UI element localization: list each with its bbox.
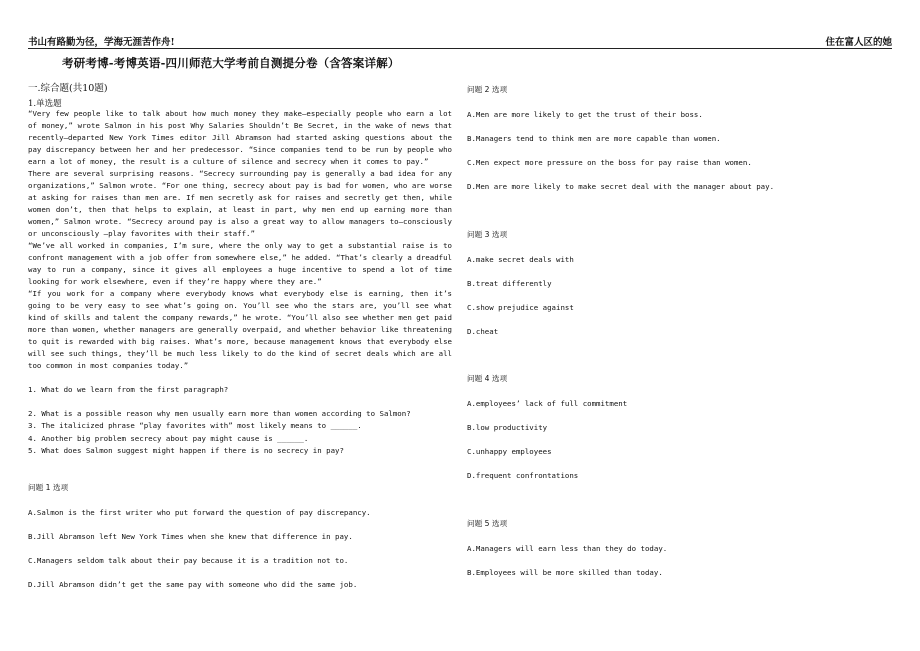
question-list [28,384,452,457]
q2-options [467,84,774,205]
option-c[interactable]: C.Managers seldom talk about their pay because it is a tradition not to. [28,556,349,565]
document-title: 考研考博-考博英语-四川师范大学考前自测提分卷（含答案详解） [62,56,400,70]
reading-passage [28,108,452,372]
option-c[interactable]: C.unhappy employees [467,447,552,456]
page-header [28,34,892,49]
option-b[interactable]: B.low productivity [467,423,548,432]
option-d[interactable]: D.Jill Abramson didn’t get the same pay with someone who did the same job. [28,580,358,589]
subsection-heading: 1.单选题 [28,99,62,109]
option-d[interactable]: D.Men are more likely to make secret deal with the manager about pay. [467,182,775,191]
option-b[interactable]: B.treat differently [467,279,552,288]
q1-heading: 问题 1 选项 [28,483,69,492]
passage-paragraph: “We’ve all worked in companies, I’m sure, where the only way to get a substantial raise is to confront management with a job offer from somewhere else,” he added. “That’s clearly a dreadful way to run a company, since it gives all employees a huge incentive to spend a lot of time looking for work elsewhere, even if they’re happy where they are.” [28,241,452,286]
q2-heading: 问题 2 选项 [467,85,508,94]
q5-options [467,518,667,591]
header-motto: 书山有路勤为径，学海无涯苦作舟! [28,37,175,48]
option-c[interactable]: C.show prejudice against [467,303,574,312]
option-d[interactable]: D.cheat [467,327,499,336]
question-item: 4. Another big problem secrecy about pay might cause is ______. [28,433,309,443]
q3-options [467,229,574,350]
passage-paragraph: There are several surprising reasons. “Secrecy surrounding pay is generally a bad idea for any organizations,” Salmon wrote. “For one thing, secrecy about pay is bad for women, who are worse at asking for raises than men are. If men secretly ask for raises and secretly get then, while women don’t, then that helps to explain, at least in part, why men end up earning more than women,” Salmon wrote. “Secrecy around pay is also a great way to allow managers to—consciously or unconsciously —play favorites with their staff.” [28,169,452,238]
q4-options [467,373,627,494]
passage-paragraph: “Very few people like to talk about how much money they make—especially people who earn a lot of money,” wrote Salmon in his post Why Salaries Shouldn’t Be Secret, in the wake of news that recently—departed New York Times editor Jill Abramson had started asking questions about the pay discrepancy between her and her predecessor. “Since companies tend to be run by people who earn a lot of money, the result is a culture of silence and secrecy when it comes to pay.” [28,109,452,166]
option-d[interactable]: D.frequent confrontations [467,471,579,480]
q5-heading: 问题 5 选项 [467,519,508,528]
option-c[interactable]: C.Men expect more pressure on the boss for pay raise than women. [467,158,752,167]
passage-paragraph: “If you work for a company where everybody knows what everybody else is earning, then it’s going to be very easy to see what’s going on. You’ll see who the stars are, you’ll see what kind of skills and talent the company rewards,” he wrote. “You’ll also see whether men get paid more than women, whether managers are generally overpaid, and whether behavior like threatening to quit is rewarded with big raises. What’s more, because management knows that everybody else will see such things, they’ll be much less likely to do the kind of secret deals which are all too common in most companies today.” [28,289,452,370]
question-item: 5. What does Salmon suggest might happen if there is no secrecy in pay? [28,445,344,455]
option-b[interactable]: B.Employees will be more skilled than today. [467,568,663,577]
option-b[interactable]: B.Jill Abramson left New York Times when she knew that difference in pay. [28,532,353,541]
question-item: 1. What do we learn from the first paragraph? [28,385,229,394]
question-item: 2. What is a possible reason why men usually earn more than women according to Salmon? [28,409,411,419]
option-a[interactable]: A.Managers will earn less than they do today. [467,544,668,553]
option-b[interactable]: B.Managers tend to think men are more capable than women. [467,134,721,143]
option-a[interactable]: A.Men are more likely to get the trust of their boss. [467,110,703,119]
option-a[interactable]: A.employees’ lack of full commitment [467,399,628,408]
q4-heading: 问题 4 选项 [467,374,508,383]
option-a[interactable]: A.make secret deals with [467,255,574,264]
q3-heading: 问题 3 选项 [467,230,508,239]
header-author: 住在富人区的她 [825,37,892,48]
question-item: 3. The italicized phrase “play favorites with” most likely means to ______. [28,421,362,431]
option-a[interactable]: A.Salmon is the first writer who put forward the question of pay discrepancy. [28,508,371,517]
section-heading: 一.综合题(共10题) [28,83,108,94]
q1-options [28,482,371,603]
